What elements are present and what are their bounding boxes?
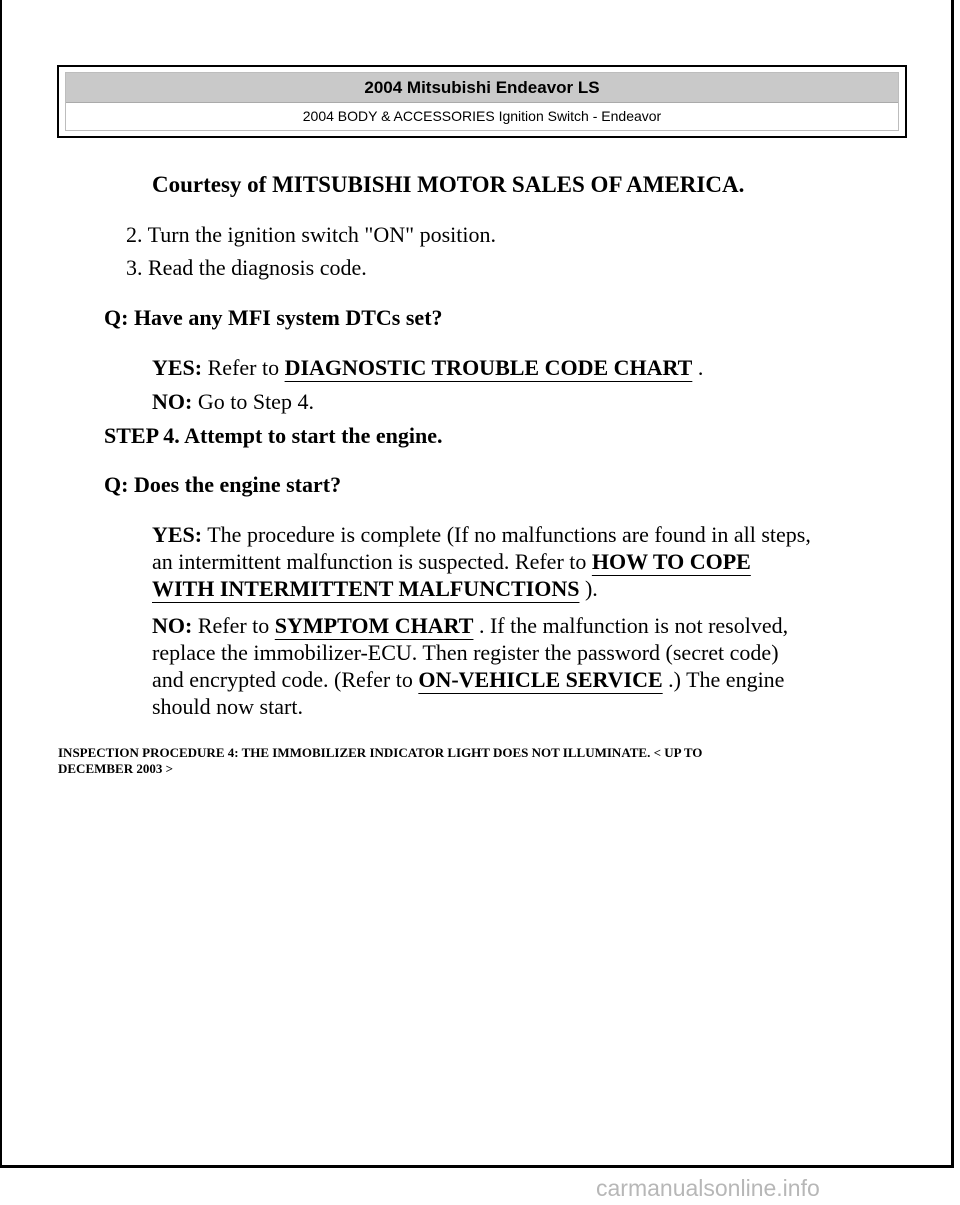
- inspection-procedure-heading-line1: INSPECTION PROCEDURE 4: THE IMMOBILIZER INDICATOR LIGHT DOES NOT ILLUMINATE. < UP TO: [58, 745, 703, 760]
- answer-text: Refer to: [197, 613, 270, 638]
- answer-text: Go to Step 4.: [197, 389, 314, 414]
- step-4-heading: STEP 4. Attempt to start the engine.: [104, 423, 443, 448]
- q1-no-answer: [152, 389, 314, 415]
- yes-label: YES:: [152, 522, 203, 547]
- how-to-cope-link[interactable]: HOW TO COPE: [591, 549, 751, 574]
- symptom-chart-link[interactable]: SYMPTOM CHART: [274, 613, 474, 638]
- yes-label: YES:: [152, 355, 203, 380]
- question-engine-start: Q: Does the engine start?: [104, 472, 342, 497]
- answer-text: The procedure is complete (If no malfunctions are found in all steps,: [207, 522, 811, 547]
- header-box: [65, 72, 899, 131]
- answer-text: . If the malfunction is not resolved,: [478, 613, 789, 638]
- q2-yes-answer-line3: [152, 576, 598, 602]
- inspection-procedure-heading-line2: DECEMBER 2003 >: [58, 761, 174, 776]
- answer-text: Refer to: [207, 355, 280, 380]
- q2-no-answer-line1: [152, 613, 788, 639]
- on-vehicle-service-link[interactable]: ON-VEHICLE SERVICE: [418, 667, 663, 692]
- document-header: [57, 65, 907, 138]
- no-label: NO:: [152, 613, 193, 638]
- question-dtc: Q: Have any MFI system DTCs set?: [104, 305, 443, 330]
- q2-yes-answer-line2: [152, 549, 751, 575]
- header-subtitle: 2004 BODY & ACCESSORIES Ignition Switch - Endeavor: [302, 108, 662, 124]
- header-title: 2004 Mitsubishi Endeavor LS: [66, 73, 898, 103]
- page-border-bottom: [0, 1165, 954, 1168]
- answer-text: ).: [584, 576, 598, 601]
- courtesy-caption: Courtesy of MITSUBISHI MOTOR SALES OF AMERICA.: [152, 172, 745, 197]
- no-label: NO:: [152, 389, 193, 414]
- intermittent-malfunctions-link[interactable]: WITH INTERMITTENT MALFUNCTIONS: [152, 576, 580, 601]
- answer-text: an intermittent malfunction is suspected. Refer to: [152, 549, 587, 574]
- dtc-chart-link[interactable]: DIAGNOSTIC TROUBLE CODE CHART: [284, 355, 693, 380]
- page-border-right: [951, 0, 954, 1168]
- q2-no-answer-line3: [152, 667, 784, 693]
- q2-no-answer-line4: should now start.: [152, 694, 303, 719]
- watermark: carmanualsonline.info: [596, 1175, 820, 1201]
- answer-text: and encrypted code. (Refer to: [152, 667, 413, 692]
- answer-text: .: [697, 355, 704, 380]
- page-border-left: [0, 0, 2, 1165]
- answer-text: .) The engine: [668, 667, 785, 692]
- q2-yes-answer-line1: [152, 522, 811, 548]
- q2-no-answer-line2: replace the immobilizer-ECU. Then register the password (secret code): [152, 640, 779, 665]
- q1-yes-answer: [152, 355, 703, 381]
- step-2: 2. Turn the ignition switch "ON" position.: [126, 222, 496, 247]
- step-3: 3. Read the diagnosis code.: [126, 255, 367, 280]
